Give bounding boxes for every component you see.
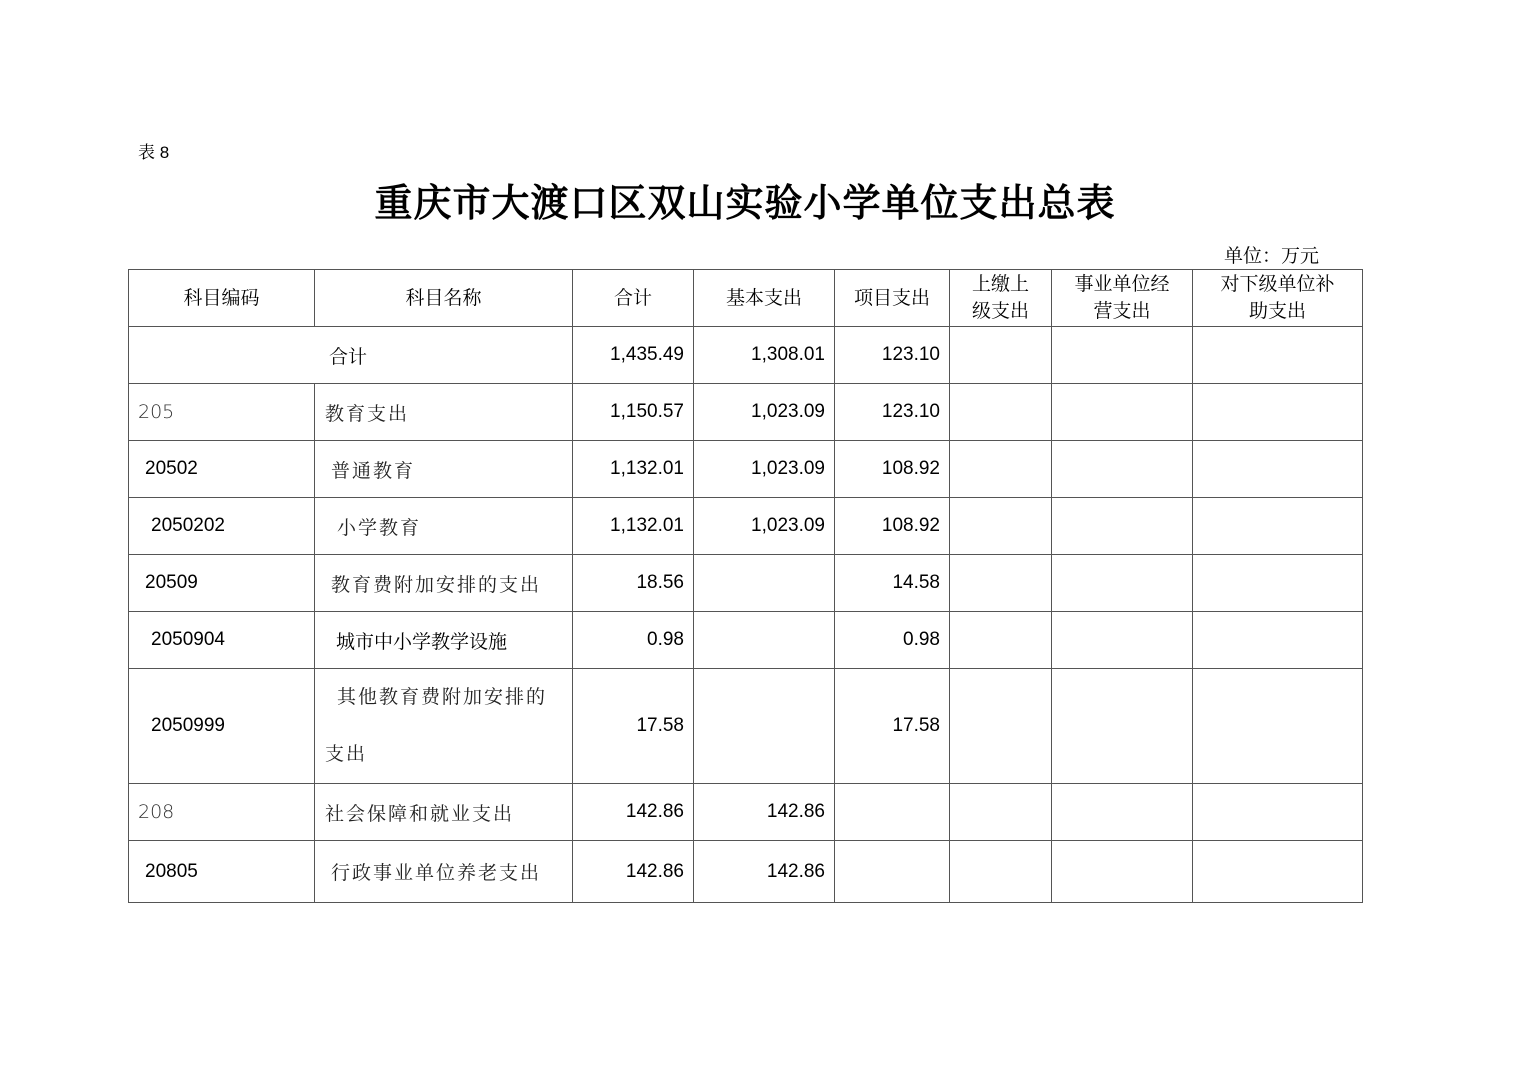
- header-line: 级支出: [971, 301, 1029, 322]
- total-cell: 1,132.01: [573, 441, 694, 498]
- business-cell: [1052, 784, 1193, 841]
- basic-cell: [694, 669, 835, 784]
- project-cell: 17.58: [835, 669, 950, 784]
- upper-cell: [950, 841, 1052, 903]
- table-row: [129, 441, 1363, 498]
- upper-cell: [950, 669, 1052, 784]
- code-cell: 208: [129, 784, 315, 841]
- total-cell: 18.56: [573, 555, 694, 612]
- table-row: [129, 669, 1363, 784]
- header-row: [129, 270, 1363, 327]
- basic-cell: 142.86: [694, 784, 835, 841]
- table-row: [129, 841, 1363, 903]
- subsidy-cell: [1193, 327, 1363, 384]
- project-cell: 0.98: [835, 612, 950, 669]
- basic-cell: 1,023.09: [694, 384, 835, 441]
- business-cell: [1052, 841, 1193, 903]
- name-cell: 普通教育: [315, 441, 573, 498]
- subsidy-cell: [1193, 612, 1363, 669]
- project-cell: 108.92: [835, 441, 950, 498]
- name-cell: 教育费附加安排的支出: [315, 555, 573, 612]
- header-cell-upper: [950, 270, 1052, 327]
- project-cell: [835, 841, 950, 903]
- upper-cell: [950, 384, 1052, 441]
- header-cell-subsidy: [1193, 270, 1363, 327]
- table-row: [129, 612, 1363, 669]
- total-cell: 0.98: [573, 612, 694, 669]
- header-cell-project: 项目支出: [835, 270, 950, 327]
- business-cell: [1052, 384, 1193, 441]
- header-line: 助支出: [1248, 301, 1306, 322]
- subsidy-cell: [1193, 441, 1363, 498]
- table-row: [129, 555, 1363, 612]
- name-cell: 社会保障和就业支出: [315, 784, 573, 841]
- header-cell-name: 科目名称: [315, 270, 573, 327]
- project-cell: 123.10: [835, 327, 950, 384]
- project-cell: [835, 784, 950, 841]
- header-cell-code: 科目编码: [129, 270, 315, 327]
- code-cell: 20509: [129, 555, 315, 612]
- basic-cell: [694, 555, 835, 612]
- total-label: 合计: [129, 327, 573, 384]
- basic-cell: [694, 612, 835, 669]
- code-cell: 20805: [129, 841, 315, 903]
- header-cell-basic: 基本支出: [694, 270, 835, 327]
- basic-cell: 1,023.09: [694, 498, 835, 555]
- total-cell: 142.86: [573, 784, 694, 841]
- subsidy-cell: [1193, 498, 1363, 555]
- total-cell: 17.58: [573, 669, 694, 784]
- total-cell: 1,435.49: [573, 327, 694, 384]
- business-cell: [1052, 327, 1193, 384]
- table-row: [129, 784, 1363, 841]
- name-cell: 行政事业单位养老支出: [315, 841, 573, 903]
- table-number: 表 8: [138, 143, 170, 162]
- code-cell: 2050904: [129, 612, 315, 669]
- code-cell: 20502: [129, 441, 315, 498]
- project-cell: 123.10: [835, 384, 950, 441]
- name-cell: [315, 669, 573, 784]
- header-line: 事业单位经: [1074, 274, 1170, 295]
- table-row: [129, 498, 1363, 555]
- header-line: 对下级单位补: [1220, 274, 1335, 295]
- project-cell: 14.58: [835, 555, 950, 612]
- upper-cell: [950, 612, 1052, 669]
- business-cell: [1052, 612, 1193, 669]
- expenditure-table: [128, 269, 1363, 903]
- basic-cell: 1,023.09: [694, 441, 835, 498]
- business-cell: [1052, 555, 1193, 612]
- project-cell: 108.92: [835, 498, 950, 555]
- unit-label: 单位：万元: [1224, 245, 1320, 267]
- upper-cell: [950, 441, 1052, 498]
- basic-cell: 142.86: [694, 841, 835, 903]
- total-row: [129, 327, 1363, 384]
- page-title: 重庆市大渡口区双山实验小学单位支出总表: [374, 183, 1116, 225]
- name-cell: 教育支出: [315, 384, 573, 441]
- upper-cell: [950, 498, 1052, 555]
- subsidy-cell: [1193, 784, 1363, 841]
- header-line: 上缴上: [971, 274, 1029, 295]
- code-cell: 2050999: [129, 669, 315, 784]
- name-line: 其他教育费附加安排的: [337, 686, 548, 708]
- name-cell: 城市中小学教学设施: [315, 612, 573, 669]
- subsidy-cell: [1193, 555, 1363, 612]
- subsidy-cell: [1193, 841, 1363, 903]
- code-cell: 205: [129, 384, 315, 441]
- business-cell: [1052, 441, 1193, 498]
- name-cell: 小学教育: [315, 498, 573, 555]
- name-line: 支出: [325, 743, 368, 765]
- business-cell: [1052, 669, 1193, 784]
- subsidy-cell: [1193, 669, 1363, 784]
- header-cell-total: 合计: [573, 270, 694, 327]
- upper-cell: [950, 327, 1052, 384]
- business-cell: [1052, 498, 1193, 555]
- upper-cell: [950, 784, 1052, 841]
- upper-cell: [950, 555, 1052, 612]
- basic-cell: 1,308.01: [694, 327, 835, 384]
- header-cell-business: [1052, 270, 1193, 327]
- table-row: [129, 384, 1363, 441]
- total-cell: 142.86: [573, 841, 694, 903]
- total-cell: 1,150.57: [573, 384, 694, 441]
- code-cell: 2050202: [129, 498, 315, 555]
- subsidy-cell: [1193, 384, 1363, 441]
- total-cell: 1,132.01: [573, 498, 694, 555]
- header-line: 营支出: [1093, 301, 1151, 322]
